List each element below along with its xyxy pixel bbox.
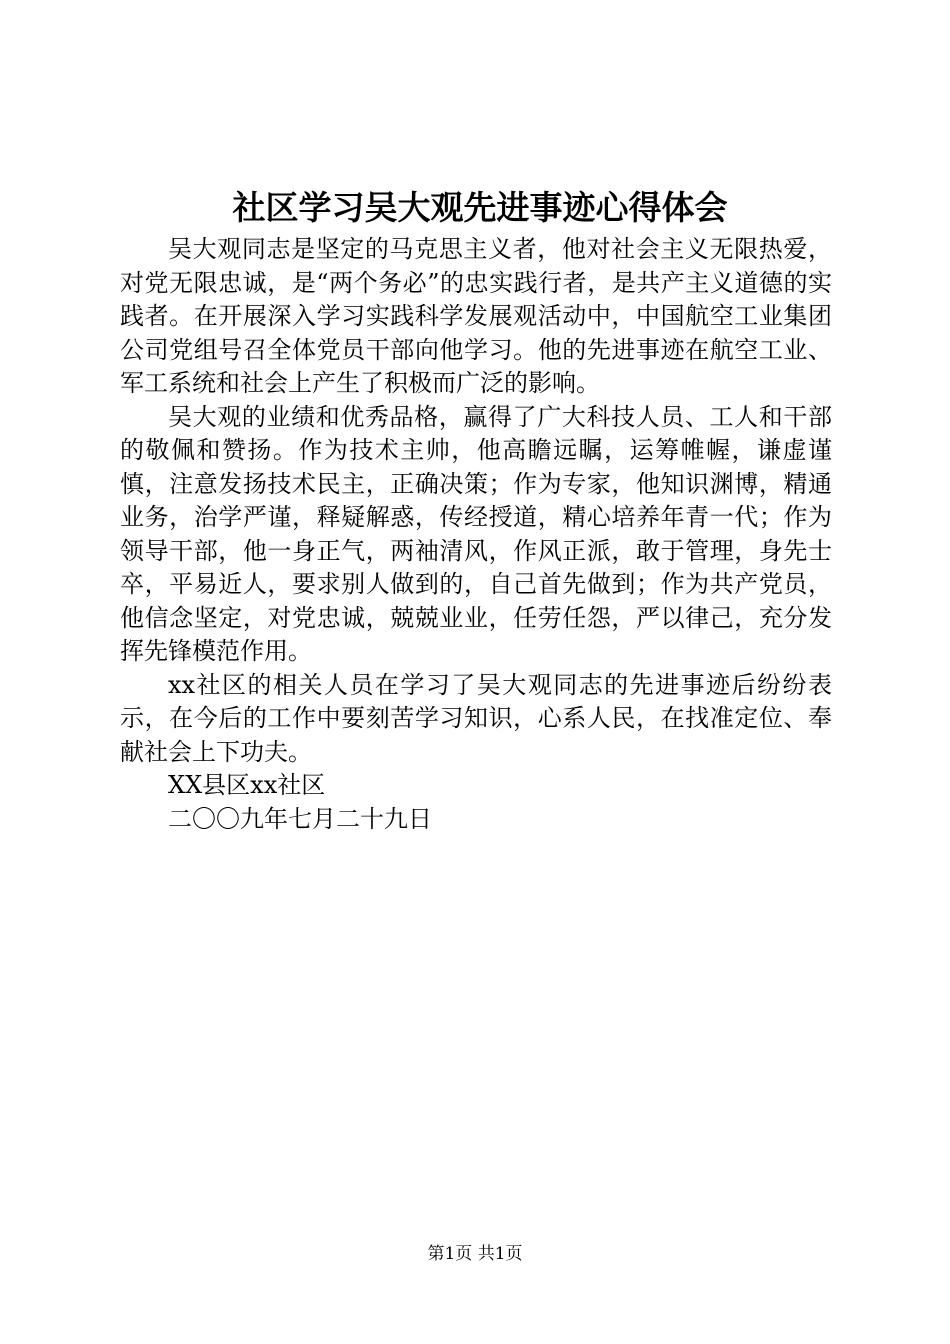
paragraph-character: 吴大观的业绩和优秀品格，赢得了广大科技人员、工人和干部的敬佩和赞扬。作为技术主帅，他高瞻远瞩，运筹帷幄，谦虚谨慎，注意发扬技术民主，正确决策；作为专家，他知识渊博，精通业务，治学严谨，释疑解惑，传经授道，精心培养年青一代；作为领导干部，他一身正气，两袖清风，作风正派，敢于管理，身先士卒，平易近人，要求别人做到的，自己首先做到；作为共产党员，他信念坚定，对党忠诚，兢兢业业，任劳任怨，严以律己，充分发挥先锋模范作用。	[120, 402, 832, 665]
paragraph-intro: 吴大观同志是坚定的马克思主义者，他对社会主义无限热爱，对党无限忠诚，是“两个务必”的忠实践行者，是共产主义道德的实践者。在开展深入学习实践科学发展观活动中，中国航空工业集团公司党组号召全体党员干部向他学习。他的先进事迹在航空工业、军工系统和社会上产生了积极而广泛的影响。	[120, 235, 832, 397]
paragraph-community: xx社区的相关人员在学习了吴大观同志的先进事迹后纷纷表示，在今后的工作中要刻苦学习知识，心系人民，在找准定位、奉献社会上下功夫。	[120, 670, 832, 766]
signature-date: 二〇〇九年七月二十九日	[168, 804, 432, 833]
document-body	[120, 233, 832, 836]
page-footer: 第1页 共1页	[427, 1244, 523, 1264]
signature-organization: XX县区xx社区	[168, 771, 326, 799]
document-title: 社区学习吴大观先进事迹心得体会	[232, 188, 728, 227]
